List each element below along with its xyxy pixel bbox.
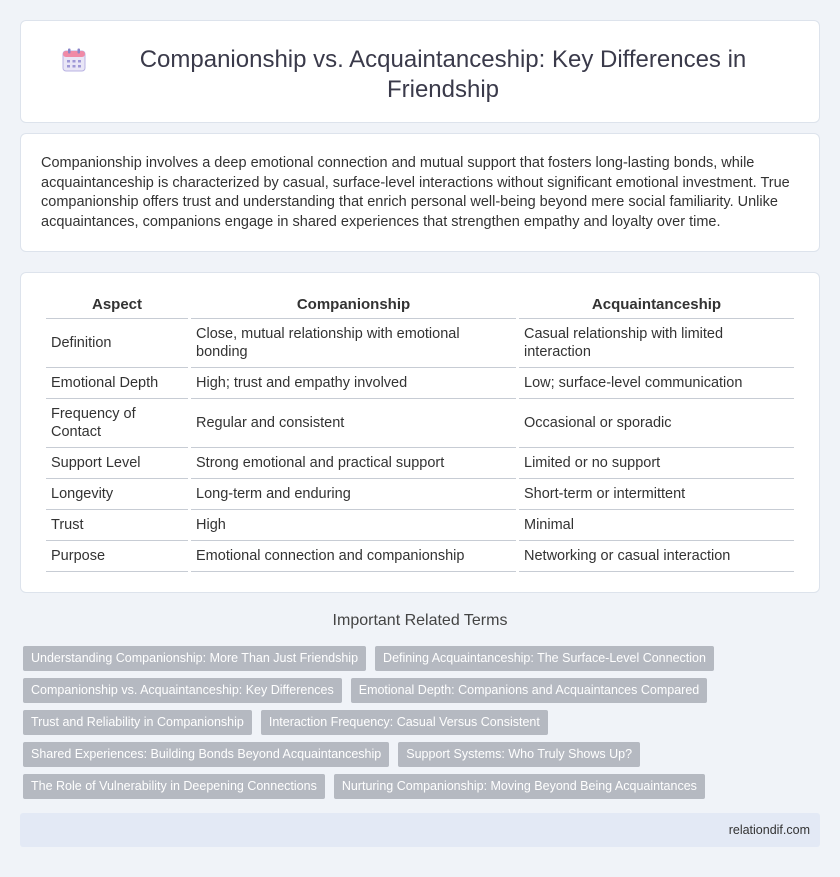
table-cell: Short-term or intermittent (519, 479, 794, 510)
site-name[interactable]: relationdif.com (728, 823, 810, 837)
related-term-tag[interactable]: Companionship vs. Acquaintanceship: Key Differences (23, 678, 342, 703)
related-term-tag[interactable]: Interaction Frequency: Casual Versus Consistent (261, 710, 548, 735)
comparison-table (43, 291, 797, 572)
table-cell: High (191, 510, 516, 541)
table-row (46, 319, 794, 368)
related-term-tag[interactable]: Defining Acquaintanceship: The Surface-Level Connection (375, 646, 714, 671)
calendar-icon (61, 47, 87, 73)
table-cell: Long-term and enduring (191, 479, 516, 510)
table-cell: Trust (46, 510, 188, 541)
table-row (46, 479, 794, 510)
column-header-acquaintanceship: Acquaintanceship (519, 291, 794, 319)
related-term-tag[interactable]: Understanding Companionship: More Than Just Friendship (23, 646, 366, 671)
related-terms-list (23, 646, 823, 806)
table-cell: Strong emotional and practical support (191, 448, 516, 479)
table-cell: Occasional or sporadic (519, 399, 794, 448)
table-cell: Casual relationship with limited interaction (519, 319, 794, 368)
table-cell: High; trust and empathy involved (191, 368, 516, 399)
table-cell: Close, mutual relationship with emotional bonding (191, 319, 516, 368)
footer (20, 813, 820, 847)
intro-card (20, 133, 820, 252)
table-cell: Definition (46, 319, 188, 368)
table-row (46, 399, 794, 448)
table-cell: Networking or casual interaction (519, 541, 794, 572)
related-terms-title: Important Related Terms (332, 612, 508, 629)
table-cell: Support Level (46, 448, 188, 479)
table-cell: Frequency of Contact (46, 399, 188, 448)
table-cell: Longevity (46, 479, 188, 510)
intro-text: Companionship involves a deep emotional connection and mutual support that fosters long-lasting bonds, while acquaintanceship is characterized by casual, surface-level interactions without significant emotional investment. True companionship offers trust and understanding that enrich personal well-being beyond mere social familiarity. Unlike acquaintances, companions engage in shared experiences that strengthen empathy and loyalty over time. (41, 155, 790, 230)
table-cell: Emotional connection and companionship (191, 541, 516, 572)
table-cell: Minimal (519, 510, 794, 541)
related-term-tag[interactable]: Emotional Depth: Companions and Acquaintances Compared (351, 678, 708, 703)
related-term-tag[interactable]: Support Systems: Who Truly Shows Up? (398, 742, 640, 767)
table-row (46, 541, 794, 572)
table-row (46, 510, 794, 541)
related-term-tag[interactable]: Nurturing Companionship: Moving Beyond Being Acquaintances (334, 774, 705, 799)
table-cell: Emotional Depth (46, 368, 188, 399)
column-header-companionship: Companionship (191, 291, 516, 319)
table-cell: Low; surface-level communication (519, 368, 794, 399)
table-cell: Purpose (46, 541, 188, 572)
related-term-tag[interactable]: Shared Experiences: Building Bonds Beyond Acquaintanceship (23, 742, 389, 767)
table-row (46, 448, 794, 479)
header-card (20, 20, 820, 123)
related-term-tag[interactable]: The Role of Vulnerability in Deepening Connections (23, 774, 325, 799)
table-cell: Regular and consistent (191, 399, 516, 448)
table-row (46, 368, 794, 399)
table-cell: Limited or no support (519, 448, 794, 479)
page-title: Companionship vs. Acquaintanceship: Key Differences in Friendship (139, 46, 747, 103)
related-term-tag[interactable]: Trust and Reliability in Companionship (23, 710, 252, 735)
column-header-aspect: Aspect (46, 291, 188, 319)
comparison-table-card (20, 272, 820, 593)
